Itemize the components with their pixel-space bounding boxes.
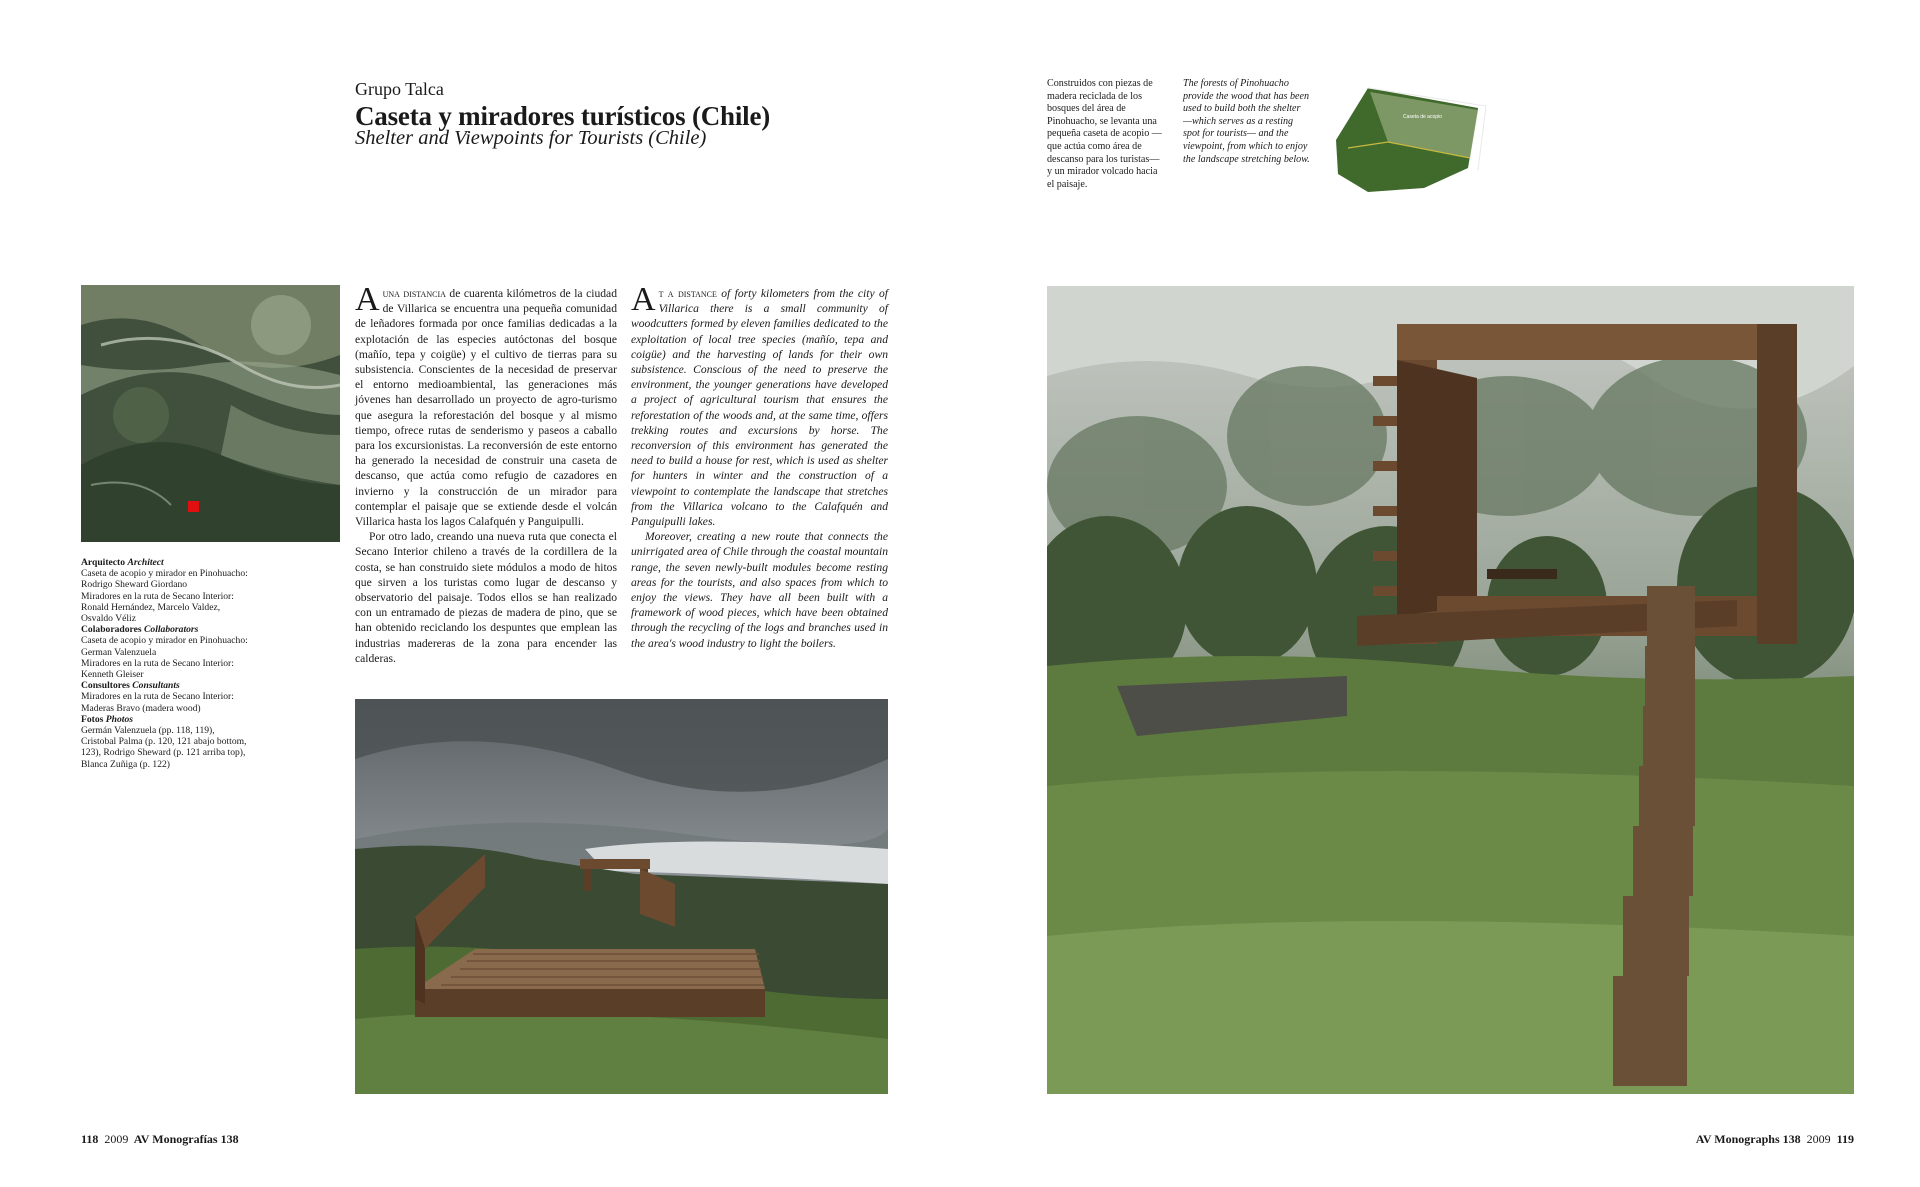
credit-line: Maderas Bravo (madera wood) xyxy=(81,702,201,714)
lead-in: t a distance xyxy=(658,287,717,300)
satellite-location-image xyxy=(81,285,340,542)
magazine-name: AV Monographs 138 xyxy=(1695,1132,1801,1146)
credit-line: Caseta de acopio y mirador en Pinohuacho: xyxy=(81,635,248,647)
credit-line: Miradores en la ruta de Secano Interior: xyxy=(81,657,234,669)
paragraph xyxy=(631,281,889,529)
credit-heading-collaborators: Colaboradores Collaborators xyxy=(81,624,199,636)
credit-line: Germán Valenzuela (pp. 118, 119), xyxy=(81,725,215,737)
site-plan-label: Mirador xyxy=(1340,184,1357,190)
credit-heading-photos: Fotos Photos xyxy=(81,713,133,725)
drop-cap: A xyxy=(355,281,380,318)
credit-line: Miradores en la ruta de Secano Interior: xyxy=(81,590,234,602)
page-footer-right xyxy=(1696,1132,1854,1147)
author-kicker: Grupo Talca xyxy=(355,79,444,99)
credit-line: Kenneth Gleiser xyxy=(81,669,144,681)
credit-line: 123), Rodrigo Sheward (p. 121 arriba top), xyxy=(81,747,246,759)
issue-year: 2009 xyxy=(104,1132,129,1146)
page-number: 118 xyxy=(81,1132,99,1146)
credits-block xyxy=(81,557,341,770)
article-subtitle: Shelter and Viewpoints for Tourists (Chile) xyxy=(355,127,707,149)
credit-line: Rodrigo Sheward Giordano xyxy=(81,579,188,591)
shelter-illustration xyxy=(1047,286,1854,1094)
viewpoint-deck-photo xyxy=(355,699,888,1094)
credit-line: German Valenzuela xyxy=(81,646,157,658)
credit-heading-consultants: Consultores Consultants xyxy=(81,680,180,692)
caption-spanish: Construidos con piezas de madera reciclada de los bosques del área de Pinohuacho, se levanta una pequeña caseta de acopio —que actúa como área de descanso para los turistas— y un mirador volcado hacia el paisaje. xyxy=(1047,78,1162,190)
lead-in: una distancia xyxy=(382,287,446,300)
credit-line: Ronald Hernández, Marcelo Valdez, xyxy=(81,601,221,613)
location-marker xyxy=(188,501,199,512)
site-plan-image xyxy=(1328,78,1494,194)
page-footer-left xyxy=(81,1132,239,1147)
drop-cap: A xyxy=(631,281,656,318)
credit-heading-architect: Arquitecto Architect xyxy=(81,557,164,568)
credit-line: Osvaldo Véliz xyxy=(81,613,136,625)
deck-illustration xyxy=(355,699,888,1094)
site-plan xyxy=(1328,78,1494,194)
caption-english: The forests of Pinohuacho provide the wood that has been used to build both the shelter —which serves as a resting spot for tourists— and the viewpoint, from which to enjoy the landscape stretching below. xyxy=(1183,78,1310,165)
credit-line: Cristobal Palma (p. 120, 121 abajo bottom, xyxy=(81,736,247,748)
shelter-frame-photo xyxy=(1047,286,1854,1094)
credit-line: Caseta de acopio y mirador en Pinohuacho: xyxy=(81,568,248,580)
paragraph: Por otro lado, creando una nueva ruta que conecta el Secano Interior chileno a través de la cordillera de la costa, se han construido siete módulos a modo de hitos que sirven a los turistas como lugar de descanso y observatorio del paisaje. Todos ellos se han realizado con un entramado de piezas de madera de pino, que se han obtenido reciclando los despuntes que emplean las industrias madereras de la zona para encender las calderas. xyxy=(355,530,617,665)
credit-line: Miradores en la ruta de Secano Interior: xyxy=(81,691,234,703)
site-plan-label: Caseta de acopio xyxy=(1403,114,1442,120)
paragraph-text: de cuarenta kilómetros de la ciudad de Villarica se encuentra una pequeña comunidad de leñadores formada por once familias dedicadas a la explotación de las especies autóctonas del bosque (mañío, tepa y coigüe) y el cultivo de tierras para su subsistencia. Conscientes de la necesidad de preservar el entorno medioambiental, las generaciones más jóvenes han desarrollado un proyecto de agro-turismo que asegura la reforestación del bosque y al mismo tiempo, ofrece rutas de senderismo y paseos a caballo para los excursionistas. La reconversión de este entorno ha generado la necesidad de construir una caseta de descanso, que actúa como refugio de cazadores en invierno y la construcción de un mirador para contemplar el paisaje que se extiende desde el volcán Villarica hasta los lagos Calafquén y Panguipulli. xyxy=(355,287,617,529)
body-text-english xyxy=(631,281,889,651)
paragraph: Moreover, creating a new route that connects the unirrigated area of Chile through the coastal mountain range, the seven newly-built modules become resting areas for the tourists, and also spaces from which to enjoy the views. They have all been built with a framework of wood pieces, which have been obtained through the recycling of the logs and branches used in the area's wood industry to light the boilers. xyxy=(631,530,888,650)
page-number: 119 xyxy=(1836,1132,1854,1146)
magazine-name: AV Monografías 138 xyxy=(133,1132,239,1146)
paragraph xyxy=(355,281,617,529)
satellite-map xyxy=(81,285,340,542)
body-text-spanish xyxy=(355,281,617,666)
article-title: Caseta y miradores turísticos (Chile) xyxy=(355,101,771,131)
credit-line: Blanca Zuñiga (p. 122) xyxy=(81,758,170,770)
issue-year: 2009 xyxy=(1806,1132,1831,1146)
paragraph-text: of forty kilometers from the city of Villarica there is a small community of woodcutters formed by eleven families dedicated to the exploitation of local tree species (mañío, tepa and coigüe) and the harvesting of lands for their own subsistence. Conscious of the need to preserve the environment, the younger generations have developed a project of agricultural tourism that ensures the reforestation of the woods and, at the same time, offers trekking routes and excursions by horse. The reconversion of this environment has generated the need to build a house for rest, which is used as shelter for hunters in winter and the construction of a viewpoint to contemplate the landscape that stretches from the Villarica volcano to the Calafquén and Panguipulli lakes. xyxy=(631,287,889,529)
